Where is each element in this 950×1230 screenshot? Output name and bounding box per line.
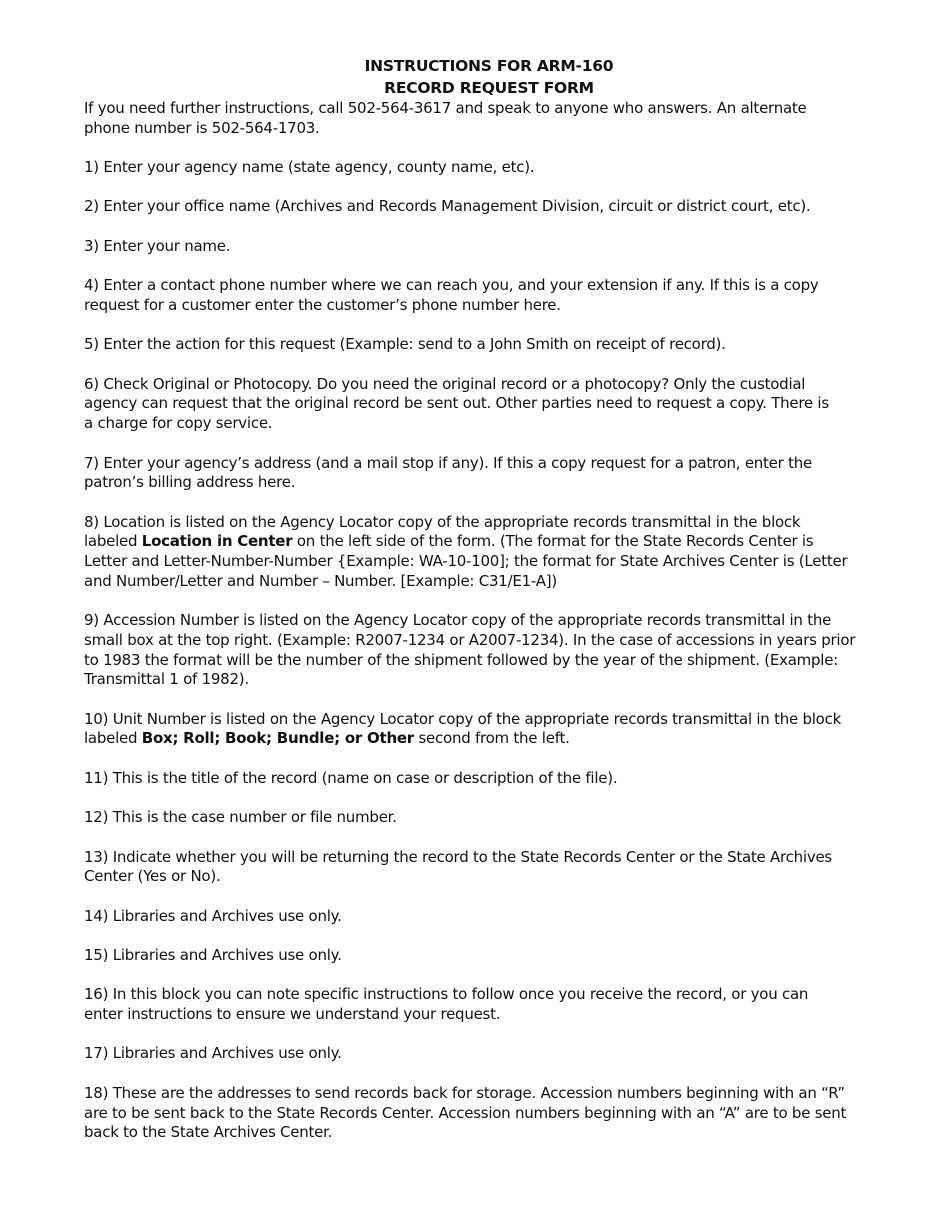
- instruction-9: 9) Accession Number is listed on the Agency Locator copy of the appropriate records transmittal in the small box at the top right. (Example: R2007-1234 or A2007-1234). In the case of accessions in years prior to 1983 the format will be the number of the shipment followed by the year of the shipment. (Example: Transmittal 1 of 1982).: [84, 611, 856, 689]
- instruction-14: 14) Libraries and Archives use only.: [84, 906, 342, 925]
- intro-paragraph: If you need further instructions, call 502-564-3617 and speak to anyone who answers. An alternate phone number is 502-564-1703.: [84, 99, 807, 137]
- instruction-10: 10) Unit Number is listed on the Agency Locator copy of the appropriate records transmittal in the block labeled Box; Roll; Book; Bundle; or Other second from the left.: [84, 709, 842, 748]
- instruction-15: 15) Libraries and Archives use only.: [84, 946, 342, 964]
- document-title: [74, 55, 904, 99]
- instruction-5: 5) Enter the action for this request (Example: send to a John Smith on receipt of record).: [84, 335, 726, 354]
- instruction-18: 18) These are the addresses to send records back for storage. Accession numbers beginning with an “R” are to be sent back to the State Records Center. Accession numbers beginning with an “A” are to be sent back to the State Archives Center.: [84, 1083, 847, 1142]
- instruction-6: 6) Check Original or Photocopy. Do you need the original record or a photocopy? Only the custodial agency can request that the original record be sent out. Other parties need to request a copy. There is a charge for copy service.: [84, 374, 829, 433]
- title-line-2: RECORD REQUEST FORM: [384, 79, 594, 97]
- title-line-1: INSTRUCTIONS FOR ARM-160: [364, 57, 614, 75]
- instruction-11: 11) This is the title of the record (name on case or description of the file).: [84, 768, 618, 787]
- instruction-12: 12) This is the case number or file number.: [84, 808, 397, 827]
- instruction-8: 8) Location is listed on the Agency Locator copy of the appropriate records transmittal in the block labeled Location in Center on the left side of the form. (The format for the State Records Center is Letter and Letter-Number-Number {Example: WA-10-100]; the format for State Archives Center is (Letter and Number/Letter and Number – Number. [Example: C31/E1-A]): [84, 512, 848, 590]
- instruction-16: 16) In this block you can note specific instructions to follow once you receive the record, or you can enter instructions to ensure we understand your request.: [84, 985, 809, 1024]
- unit-block-label: Box; Roll; Book; Bundle; or Other: [141, 729, 414, 748]
- instruction-3: 3) Enter your name.: [84, 236, 231, 255]
- instruction-7: 7) Enter your agency’s address (and a mail stop if any). If this a copy request for a patron, enter the patron’s billing address here.: [84, 453, 812, 492]
- instruction-2: 2) Enter your office name (Archives and Records Management Division, circuit or district court, etc).: [84, 197, 811, 216]
- location-in-center-label: Location in Center: [141, 532, 293, 551]
- instruction-1: 1) Enter your agency name (state agency, county name, etc).: [84, 158, 535, 177]
- instructions-page: [84, 55, 904, 1143]
- instruction-17: 17) Libraries and Archives use only.: [84, 1044, 342, 1063]
- instruction-13: 13) Indicate whether you will be returning the record to the State Records Center or the State Archives Center (Yes or No).: [84, 847, 832, 886]
- instruction-4: 4) Enter a contact phone number where we can reach you, and your extension if any. If this is a copy request for a customer enter the customer’s phone number here.: [84, 276, 819, 314]
